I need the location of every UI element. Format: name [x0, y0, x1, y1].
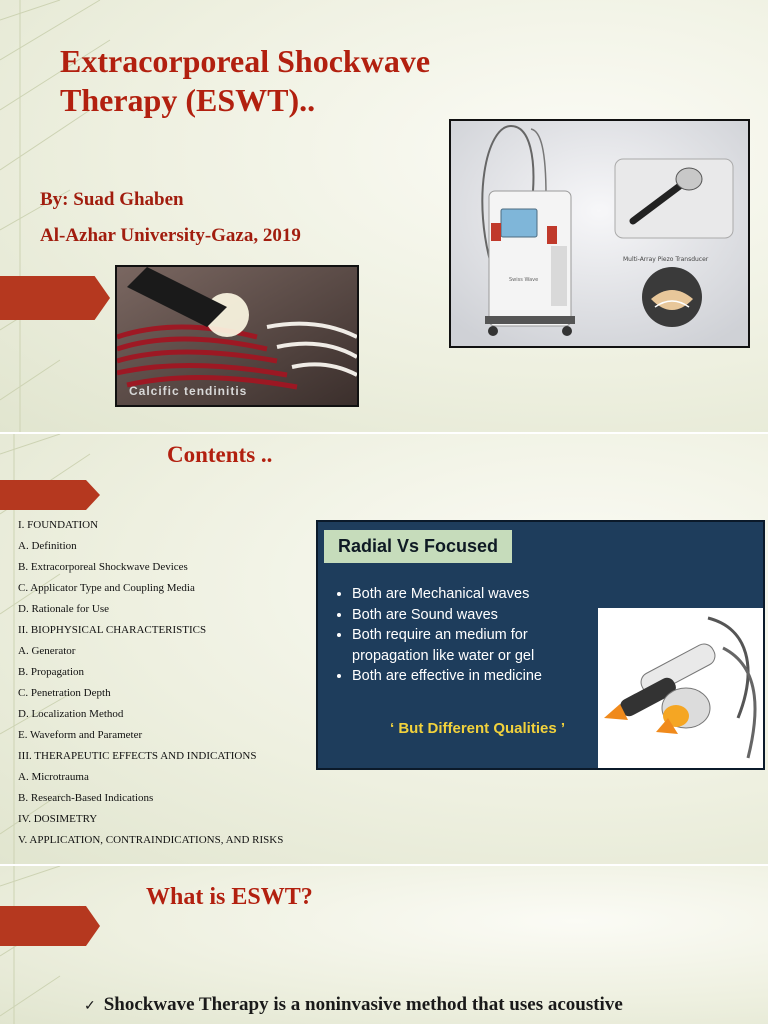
applicator-illustration — [598, 608, 765, 770]
applicator-photo — [598, 608, 765, 770]
radial-vs-focused-panel — [316, 520, 765, 770]
section-heading: What is ESWT? — [146, 884, 313, 910]
anatomy-image — [115, 265, 359, 407]
definition-text: Shockwave Therapy is a noninvasive method that uses acoustive — [103, 994, 623, 1015]
panel-title: Radial Vs Focused — [324, 530, 512, 563]
toc-item: E. Waveform and Parameter — [18, 729, 143, 741]
panel-bullet: • Both require an medium for propagation like water or gel — [352, 625, 582, 666]
toc-item: B. Research-Based Indications — [18, 792, 154, 804]
arrow-accent — [0, 480, 100, 510]
definition-bullet — [84, 994, 623, 1016]
panel-quote: ‘ But Different Qualities ’ — [390, 720, 566, 737]
contents-heading: Contents .. — [167, 442, 273, 467]
toc-item: C. Applicator Type and Coupling Media — [18, 582, 195, 594]
title-line-1: Extracorporeal Shockwave — [60, 43, 431, 79]
toc-item: A. Generator — [18, 645, 76, 657]
toc-item: III. THERAPEUTIC EFFECTS AND INDICATIONS — [18, 750, 257, 762]
toc-item: C. Penetration Depth — [18, 687, 111, 699]
table-of-contents — [18, 515, 308, 847]
device-illustration — [451, 121, 748, 346]
toc-item: D. Rationale for Use — [18, 603, 110, 615]
toc-item: B. Propagation — [18, 666, 84, 678]
anatomy-caption: Calcific tendinitis — [129, 384, 248, 398]
affiliation-line: Al-Azhar University-Gaza, 2019 — [40, 225, 301, 246]
arrow-accent — [0, 276, 110, 320]
arrow-accent — [0, 906, 100, 946]
toc-item: A. Definition — [18, 540, 77, 552]
slide-title — [0, 0, 768, 432]
panel-bullet: • Both are Mechanical waves — [352, 584, 582, 605]
panel-bullet: • Both are effective in medicine — [352, 666, 582, 687]
toc-item: B. Extracorporeal Shockwave Devices — [18, 561, 188, 573]
device-image — [449, 119, 750, 348]
panel-bullet: • Both are Sound waves — [352, 605, 582, 626]
toc-item: II. BIOPHYSICAL CHARACTERISTICS — [18, 624, 207, 636]
toc-item: I. FOUNDATION — [18, 519, 99, 531]
title-line-2: Therapy (ESWT).. — [60, 82, 316, 118]
panel-bullets — [330, 584, 582, 687]
transducer-label: Multi-Array Piezo Transducer — [623, 256, 709, 263]
toc-item: D. Localization Method — [18, 708, 124, 720]
console-brand: Swiss Wave — [509, 277, 539, 283]
shoulder-anatomy-illustration — [117, 267, 357, 405]
check-bullet-icon: ✓ — [84, 999, 96, 1014]
toc-item: V. APPLICATION, CONTRAINDICATIONS, AND RISKS — [18, 834, 284, 846]
toc-item: IV. DOSIMETRY — [18, 813, 98, 825]
page-title — [60, 42, 430, 120]
author-line: By: Suad Ghaben — [40, 189, 184, 210]
toc-item: A. Microtrauma — [18, 771, 89, 783]
